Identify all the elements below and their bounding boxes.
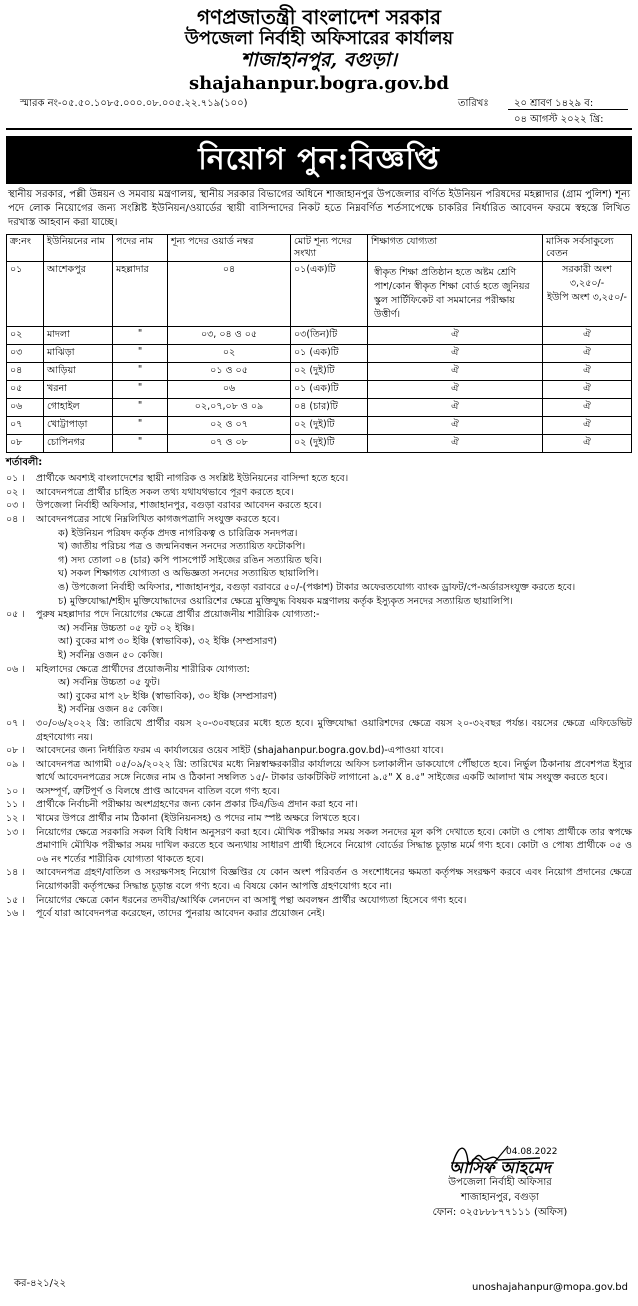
cell-union: চোপিনগর <box>44 435 113 453</box>
term-text: আবেদনপত্রে প্রার্থীর চাহিত সকল তথ্য যথাযথভাবে পূরণ করতে হবে। <box>36 486 294 498</box>
officer-name: আসিফ আহমেদ <box>449 1158 551 1177</box>
term-number: ০৫ । <box>6 609 25 621</box>
cell-post: " <box>113 363 168 381</box>
cell-ward: ০২ ও ০৭ <box>168 417 291 435</box>
term-item <box>6 663 632 677</box>
cell-serial: ০১ <box>7 262 44 327</box>
term-number: ০৪ । <box>6 514 25 525</box>
col-total: মোট শূন্য পদের সংখ্যা <box>291 235 368 262</box>
terms-list <box>6 472 632 921</box>
cell-post: মহল্লাদার <box>113 262 168 327</box>
cell-post: " <box>113 381 168 399</box>
col-serial: ক্র:নং <box>7 235 44 262</box>
officer-title: উপজেলা নির্বাহী অফিসার <box>448 1177 552 1188</box>
cell-post: " <box>113 417 168 435</box>
cell-union: আড়িয়া <box>44 363 113 381</box>
term-item <box>6 798 632 812</box>
term-text: নিয়োগের ক্ষেত্রে কোন ধরনের তদবীর/আর্থিক লেনদেন বা অসাধু পন্থা অবলম্বন প্রার্থীর অযোগ্যতা হিসেবে গণ্য হবে। <box>36 894 467 906</box>
term-item <box>6 608 632 622</box>
cell-ward: ০৩, ০৪ ও ০৫ <box>168 327 291 345</box>
term-item <box>6 826 632 867</box>
term-text: ৩০/০৬/২০২২ খ্রি: তারিখে প্রার্থীর বয়স ২০-৩০বছরের মধ্যে হতে হবে। মুক্তিযোদ্ধা ওয়ারিশদের ক্ষেত্রে বয়স ২০-৩২বছর পর্যন্ত। বয়সের ক্ষেত্রে এফিডেভিট গ্রহণযোগ্য নয়। <box>36 717 632 743</box>
term-text: মহিলাদের ক্ষেত্রে প্রার্থীদের প্রয়োজনীয় শারীরিক যোগ্যতা: <box>36 663 250 675</box>
cell-post: " <box>113 399 168 417</box>
physical-subitem: ই) সর্বনিম্ন ওজন ৪৫ কেজি। <box>58 704 163 716</box>
term-item <box>6 717 632 744</box>
document-subitem: ঙ) উপজেলা নির্বাহী অফিসার, শাজাহানপুর, বগুড়া বরাবরে ৫০/-(পঞ্চাশ) টাকার অফেরতযোগ্য ব্যাংক ড্রাফট/পে-অর্ডারসংযুক্ত করতে হবে। <box>58 581 576 593</box>
cell-ward: ০২ <box>168 345 291 363</box>
cell-total: ০২ (দুই)টি <box>291 435 368 453</box>
term-number: ১৩ । <box>6 826 25 838</box>
physical-subitem: আ) বুকের মাপ ২৮ ইঞ্চি (স্বাভাবিক), ৩০ ইঞ্চি (সম্প্রসারণ) <box>58 690 277 702</box>
term-number: ০৯ । <box>6 758 25 770</box>
cell-ward: ০২,০৭,০৮ ও ০৯ <box>168 399 291 417</box>
document-subitem: ঘ) সকল শিক্ষাগত যোগ্যতা ও অভিজ্ঞতা সনদের সত্যায়িত ছায়ালিপি। <box>58 568 319 580</box>
cell-union: আশেকপুর <box>44 262 113 327</box>
cell-union: মাদলা <box>44 327 113 345</box>
cell-serial: ০৫ <box>7 381 44 399</box>
table-body <box>7 327 632 453</box>
table-row <box>7 381 632 399</box>
term-text: উপজেলা নির্বাহী অফিসার, শাজাহানপুর, বগুড়া বরাবর আবেদন করতে হবে। <box>36 500 322 512</box>
term-text: খামের উপরে প্রার্থীর নাম ঠিকানা (ইউনিয়নসহ) ও পদের নাম স্পষ্ট অক্ষরে লিখতে হবে। <box>36 813 360 825</box>
table-row <box>7 399 632 417</box>
cell-salary: ঐ <box>543 327 632 345</box>
salary-govt: সরকারী অংশ ৩,২৫০/- <box>562 264 612 290</box>
cell-total: ০১ (এক)টি <box>291 345 368 363</box>
term-number: ০১ । <box>6 473 25 485</box>
cell-serial: ০৭ <box>7 417 44 435</box>
cell-serial: ০৪ <box>7 363 44 381</box>
office-title: উপজেলা নির্বাহী অফিসারের কার্যালয় <box>184 28 454 49</box>
cell-salary: ঐ <box>543 399 632 417</box>
term-item <box>6 758 632 785</box>
cell-union: খোট্টাপাড়া <box>44 417 113 435</box>
signature-date: 04.08.2022 <box>506 1147 558 1157</box>
memo-row <box>6 94 632 130</box>
cell-ward: ০৬ <box>168 381 291 399</box>
term-item <box>6 744 632 758</box>
cell-salary: ঐ <box>543 363 632 381</box>
term-number: ১২ । <box>6 813 25 825</box>
term-text: অসম্পূর্ণ, ত্রুটিপূর্ণ ও বিলম্বে প্রাপ্ত আবেদন বাতিল বলে গণ্য হবে। <box>36 785 280 797</box>
physical-subitem: ই) সর্বনিম্ন ওজন ৫০ কেজি। <box>58 649 163 661</box>
term-item <box>6 894 632 908</box>
table-row <box>7 417 632 435</box>
cell-ward: ০৭ ও ০৮ <box>168 435 291 453</box>
cell-total: ০২ (দুই)টি <box>291 363 368 381</box>
cell-total: ০১ (এক)টি <box>291 381 368 399</box>
table-row <box>7 345 632 363</box>
cell-salary: ঐ <box>543 345 632 363</box>
term-text: আবেদনপত্র আগামী ০৫/০৯/২০২২ খ্রি: তারিখের মধ্যে নিম্নস্বাক্ষরকারীর কার্যালয়ে অফিস চলাকালীন ডাকযোগে পৌঁছাতে হবে। নির্ভুল ঠিকানায় প্রবেশপত্র ইস্যুর স্বার্থে আবেদনপত্রের সঙ্গে নিজের নাম ও ঠিকানা সম্বলিত ১৫/- টাকার ডাকটিকিট লাগানো ৯.৫" X ৪.৫" সাইজের একটি আলাদা খাম সংযুক্ত করতে হবে। <box>36 758 632 784</box>
term-item <box>6 866 632 893</box>
table-row <box>7 327 632 345</box>
cell-total: ০৪ (চার)টি <box>291 399 368 417</box>
term-number: ১৬ । <box>6 908 25 920</box>
date-label: তারিখঃ <box>458 98 489 110</box>
cell-ward: ০১ ও ০৫ <box>168 363 291 381</box>
col-ward: শূন্য পদের ওয়ার্ড নম্বর <box>168 235 291 262</box>
cell-post: " <box>113 435 168 453</box>
term-number: ১৫ । <box>6 894 25 906</box>
term-item <box>6 472 632 486</box>
cell-ward: ০৪ <box>168 262 291 327</box>
cell-serial: ০২ <box>7 327 44 345</box>
letterhead <box>6 0 632 94</box>
term-text: প্রার্থীকে অবশ্যই বাংলাদেশের স্থায়ী নাগরিক ও সংশ্লিষ্ট ইউনিয়নের বাসিন্দা হতে হবে। <box>36 473 349 485</box>
cell-post: " <box>113 327 168 345</box>
date-divider <box>508 109 628 110</box>
cell-post: " <box>113 345 168 363</box>
term-item <box>6 513 632 527</box>
cell-serial: ০৩ <box>7 345 44 363</box>
document-subitem: গ) সদ্য তোলা ০৪ (চার) কপি পাসপোর্ট সাইজের রঙিন সত্যায়িত ছবি। <box>58 554 322 566</box>
cell-salary: ঐ <box>543 417 632 435</box>
col-post: পদের নাম <box>113 235 168 262</box>
term-number: ০৮ । <box>6 745 25 757</box>
term-number: ১০ । <box>6 785 25 797</box>
document-subitem: খ) জাতীয় পরিচয় পত্র ও জন্মনিবন্ধন সনদের সত্যায়িত ফটোকপি। <box>58 541 306 553</box>
col-union: ইউনিয়নের নাম <box>44 235 113 262</box>
term-text: আবেদনপত্র গ্রহণ/বাতিল ও সংরক্ষণসহ নিয়োগ বিজ্ঞপ্তির যে কোন অংশ পরিবর্তন ও সংশোধনের ক্ষমতা কর্তৃপক্ষ সংরক্ষণ করবে এবং নিয়োগ প্রদানের ক্ষেত্রে নিয়োগকারী কর্তৃপক্ষের সিদ্ধান্ত চূড়ান্ত বলে গণ্য হবে। এ বিষয়ে কোন আপত্তি গ্রহণযোগ্য হবে না। <box>36 867 632 893</box>
date-english: ০৪ আগস্ট ২০২২ খ্রি: <box>514 114 604 126</box>
government-title: গণপ্রজাতন্ত্রী বাংলাদেশ সরকার <box>197 5 441 29</box>
term-item <box>6 907 632 921</box>
col-qualification: শিক্ষাগত যোগ্যতা <box>368 235 543 262</box>
document-subitem: ক) ইউনিয়ন পরিষদ কর্তৃক প্রদত্ত নাগরিকত্ব ও চারিত্রিক সনদপত্র। <box>58 527 298 539</box>
cell-total: ০৩(তিন)টি <box>291 327 368 345</box>
term-number: ০৩ । <box>6 500 25 512</box>
term-text: পুরুষ মহল্লাদার পদে নিয়োগের ক্ষেত্রে প্রার্থীর প্রয়োজনীয় শারীরিক যোগ্যতা:- <box>36 609 320 621</box>
office-phone: ফোন: ০২৫৮৮৮৭৭১১১ (অফিস) <box>432 1207 568 1218</box>
salary-up: ইউপি অংশ ৩,২৫০/- <box>547 292 627 304</box>
physical-subitem: অ) সর্বনিম্ন উচ্চতা ০৫ ফুট ০২ ইঞ্চি। <box>58 622 195 634</box>
table-row <box>7 262 632 327</box>
table-row <box>7 435 632 453</box>
vacancy-table <box>6 234 632 453</box>
cell-union: মাঝিড়া <box>44 345 113 363</box>
cell-qualification: ঐ <box>368 399 543 417</box>
term-item <box>6 812 632 826</box>
physical-subitem: আ) বুকের মাপ ৩০ ইঞ্চি (স্বাভাবিক), ৩২ ইঞ্চি (সম্প্রসারণ) <box>58 636 277 648</box>
cell-total: ০২ (দুই)টি <box>291 417 368 435</box>
terms-heading: শর্তাবলী: <box>6 457 43 469</box>
cell-qualification: ঐ <box>368 327 543 345</box>
table-row <box>7 363 632 381</box>
website-link[interactable]: shajahanpur.bogra.gov.bd <box>189 72 449 94</box>
officer-location: শাজাহানপুর, বগুড়া <box>461 1192 539 1203</box>
term-item <box>6 785 632 799</box>
term-item <box>6 486 632 500</box>
term-number: ০২ । <box>6 486 25 498</box>
cell-qualification: ঐ <box>368 363 543 381</box>
cell-total: ০১(এক)টি <box>291 262 368 327</box>
signature-block <box>380 1160 620 1220</box>
cell-qualification: ঐ <box>368 381 543 399</box>
cell-salary: ঐ <box>543 435 632 453</box>
cell-union: গোহাইল <box>44 399 113 417</box>
notice-title-banner: নিয়োগ পুন:বিজ্ঞপ্তি <box>6 136 632 184</box>
memo-number: স্মারক নং-০৫.৫০.১০৮৫.০০০.০৮.০০৫.২২.৭১৯(১০০) <box>20 98 248 110</box>
cell-qualification: ঐ <box>368 345 543 363</box>
footer-reference: কর-৪২১/২২ <box>14 1278 66 1289</box>
cell-qualification: ঐ <box>368 417 543 435</box>
cell-qualification: ঐ <box>368 435 543 453</box>
cell-qualification: স্বীকৃত শিক্ষা প্রতিষ্ঠান হতে অষ্টম শ্রেণি পাশ/কোন স্বীকৃত শিক্ষা বোর্ড হতে জুনিয়র স্কুল সার্টিফিকেট বা সমমানের পরীক্ষায় উত্তীর্ণ। <box>368 262 543 327</box>
term-item <box>6 499 632 513</box>
cell-serial: ০৬ <box>7 399 44 417</box>
intro-paragraph: স্থানীয় সরকার, পল্লী উন্নয়ন ও সমবায় মন্ত্রণালয়, স্থানীয় সরকার বিভাগের অধিনে শাজাহানপুর উপজেলার বর্ণিত ইউনিয়ন পরিষদের মহল্লাদার (গ্রাম পুলিশ) শূন্য পদে লোক নিয়োগের জন্য সংশ্লিষ্ট ইউনিয়ন/ওয়ার্ডের স্থায়ী বাসিন্দাদের নিকট হতে নিম্নবর্ণিত শর্তসাপেক্ষে চাকরির নির্ধারিত আবেদন ফরমে স্বহস্তে লিখিত দরখাস্ত আহবান করা যাচ্ছে। <box>8 189 630 229</box>
term-text: প্রার্থীকে নির্বাচনী পরীক্ষায় অংশগ্রহণের জন্য কোন প্রকার টিএ/ডিএ প্রদান করা হবে না। <box>36 799 358 811</box>
cell-serial: ০৮ <box>7 435 44 453</box>
office-email[interactable]: unoshajahanpur@mopa.gov.bd <box>472 1282 628 1293</box>
term-number: ১৪ । <box>6 867 25 879</box>
cell-salary <box>543 262 632 327</box>
term-text: আবেদনপত্রের সাথে নিম্নলিখিত কাগজপত্রাদি সংযুক্ত করতে হবে। <box>36 514 280 525</box>
office-location: শাজাহানপুর, বগুড়া। <box>241 48 397 71</box>
cell-salary: ঐ <box>543 381 632 399</box>
term-text: পূর্বে যারা আবেদনপত্র করেছেন, তাদের পুনরায় আবেদন করার প্রয়োজন নেই। <box>36 908 325 920</box>
term-number: ১১ । <box>6 799 25 811</box>
col-salary: মাসিক সর্বসাকুল্যে বেতন <box>543 235 632 262</box>
document-subitem: চ) মুক্তিযোদ্ধা/শহীদ মুক্তিযোদ্ধাদের ওয়ারিশের ক্ষেত্রে মুক্তিযুদ্ধ বিষয়ক মন্ত্রণালয় কর্তৃক ইস্যুকৃত সনদের সত্যায়িত ছায়ালিপি। <box>58 595 513 607</box>
date-bangla: ২০ শ্রাবণ ১৪২৯ ব: <box>514 98 594 110</box>
term-text: নিয়োগের ক্ষেত্রে সরকারি সকল বিধি বিধান অনুসরণ করা হবে। মৌখিক পরীক্ষার সময় সকল সনদের মূল কপি দেখাতে হবে। কোটা ও পোষ্য প্রার্থীকে তার স্বপক্ষে প্রমাণাদি মৌখিক পরীক্ষার সময় দাখিল করতে হবে অন্যথায় সাধারণ প্রার্থী হিসেবে নিয়োগ বোর্ডের সিদ্ধান্ত চূড়ান্ত মর্মে গণ্য হবে। কোটা ও পোষ্য প্রার্থীকে ০৫ ও ০৬ নং শর্তের শারীরিক যোগ্যতা থাকতে হবে। <box>36 826 632 865</box>
term-text: আবেদনের জন্য নির্ধারিত ফরম এ কার্যালয়ের ওয়েব সাইট (shajahanpur.bogra.gov.bd)-এপাওয়া যাবে। <box>36 745 444 757</box>
table-header-row <box>7 235 632 262</box>
term-number: ০৭ । <box>6 717 25 729</box>
term-number: ০৬ । <box>6 663 25 675</box>
physical-subitem: অ) সর্বনিম্ন উচ্চতা ০৫ ফুট। <box>58 677 160 689</box>
cell-union: খরনা <box>44 381 113 399</box>
